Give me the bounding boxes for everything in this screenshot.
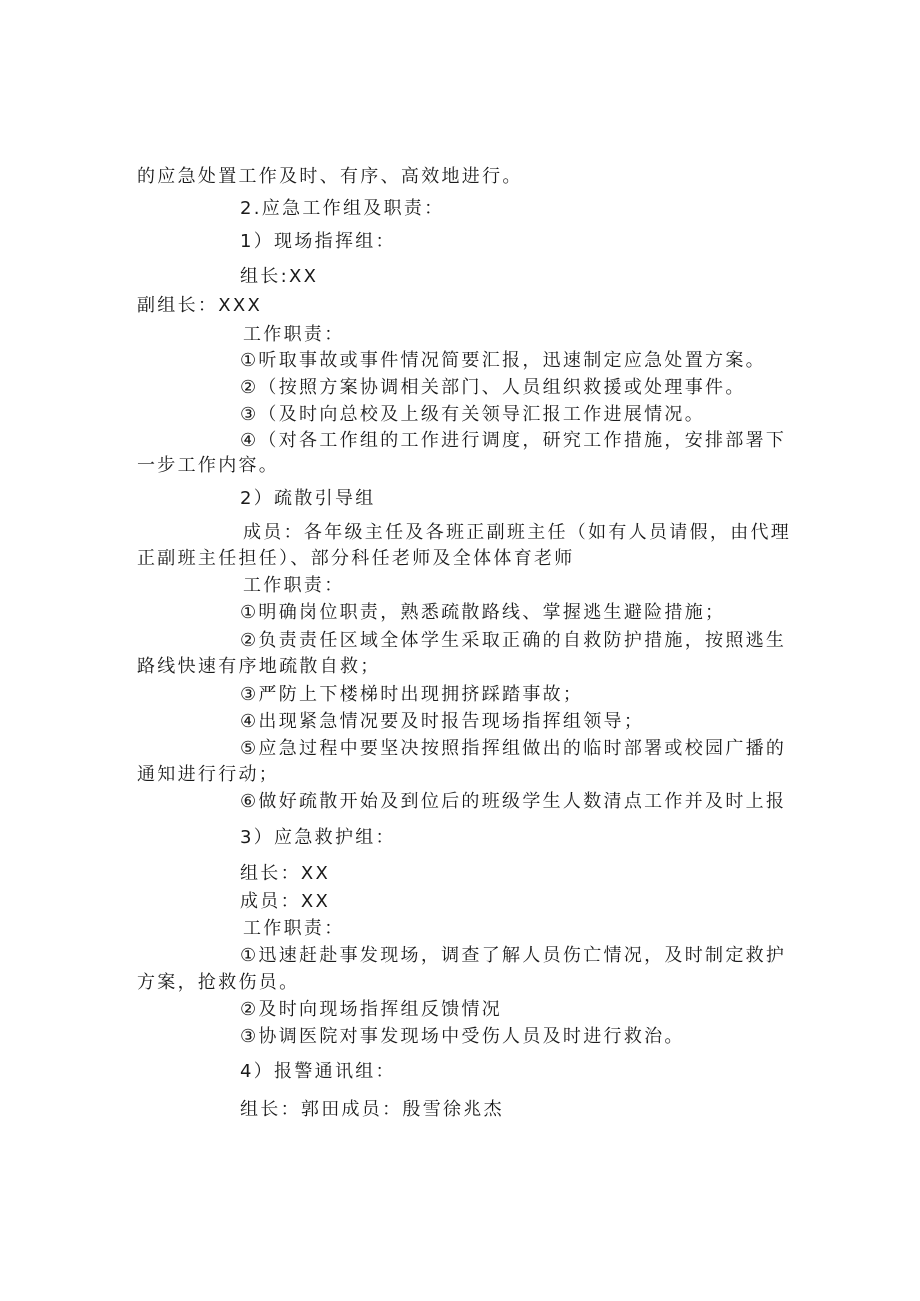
section-heading: 2.应急工作组及职责： [240,198,445,219]
group-heading: 1）现场指挥组： [240,231,396,252]
text-line: 成员：各年级主任及各班正副班主任（如有人员请假，由代理 [243,522,792,543]
text-line: 的应急处置工作及时、有序、高效地进行。 [137,166,523,187]
list-item: ②（按照方案协调相关部门、人员组织救援或处理事件。 [240,377,746,398]
list-item: ③（及时向总校及上级有关领导汇报工作进展情况。 [240,404,706,425]
text-line: 路线快速有序地疏散自救； [137,656,381,677]
text-line: 通知进行行动； [137,764,280,785]
text-line: 一步工作内容。 [137,455,280,476]
list-item: ①迅速赶赴事发现场，调查了解人员伤亡情况，及时制定救护 [240,945,787,966]
list-item: ⑤应急过程中要坚决按照指挥组做出的临时部署或校园广播的 [240,738,787,759]
list-item: ③协调医院对事发现场中受伤人员及时进行救治。 [240,1026,685,1047]
group-heading: 4）报警通讯组： [240,1061,396,1082]
text-line: 正副班主任担任）、部分科任老师及全体体育老师 [137,548,575,569]
list-item: ④出现紧急情况要及时报告现场指挥组领导； [240,711,645,732]
list-item: ②负责责任区域全体学生采取正确的自救防护措施，按照逃生 [240,630,787,651]
list-item: ①明确岗位职责，熟悉疏散路线、掌握逃生避险措施； [240,602,726,623]
text-line: 组长:XX [240,266,319,287]
text-line: 组长：郭田成员：殷雪徐兆杰 [240,1099,504,1120]
text-line: 成员：XX [240,891,331,912]
text-line: 组长：XX [240,863,331,884]
text-line: 方案，抢救伤员。 [137,972,300,993]
text-line: 工作职责： [243,918,345,939]
text-line: 工作职责： [243,575,345,596]
list-item: ⑥做好疏散开始及到位后的班级学生人数清点工作并及时上报 [240,791,787,812]
list-item: ③严防上下楼梯时出现拥挤踩踏事故； [240,684,584,705]
text-line: 工作职责： [243,324,345,345]
list-item: ④（对各工作组的工作进行调度，研究工作措施，安排部署下 [240,430,787,451]
list-item: ②及时向现场指挥组反馈情况 [240,999,503,1020]
group-heading: 2）疏散引导组 [240,488,376,509]
list-item: ①听取事故或事件情况简要汇报，迅速制定应急处置方案。 [240,350,766,371]
group-heading: 3）应急救护组： [240,827,396,848]
text-line: 副组长：XXX [137,295,263,316]
